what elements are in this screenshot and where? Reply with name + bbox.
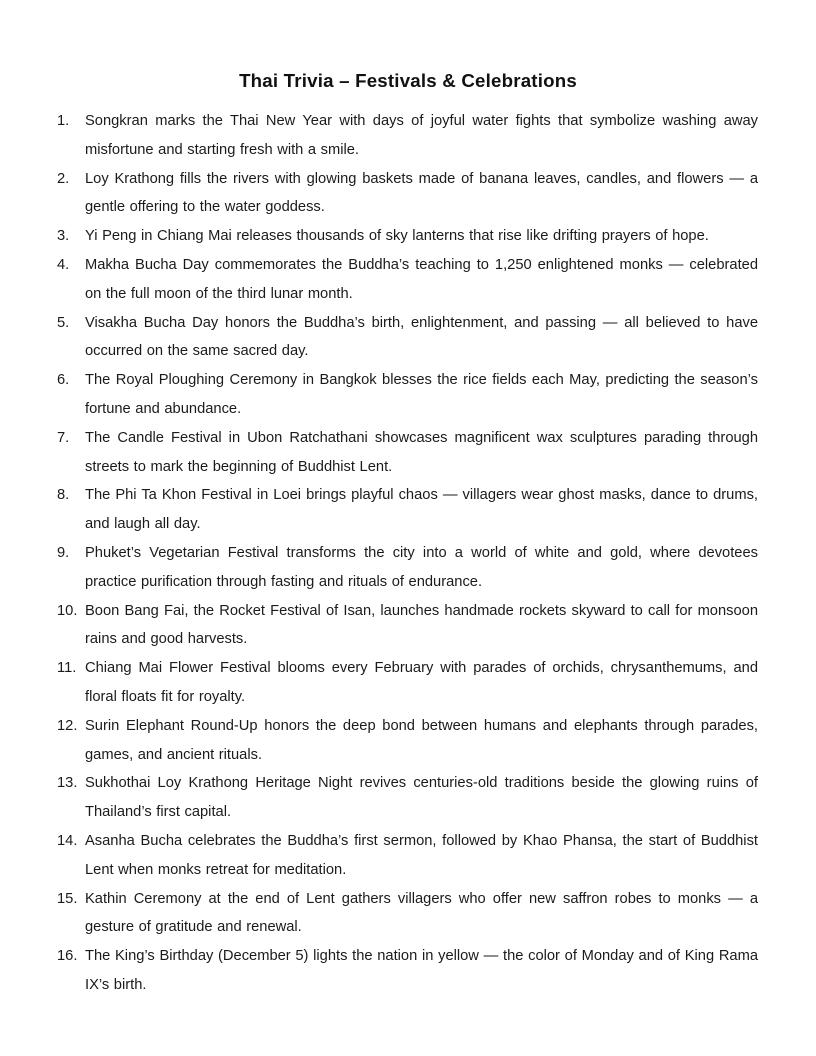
list-item	[57, 107, 758, 165]
list-item-number: 10.	[57, 602, 78, 619]
list-item	[57, 942, 758, 1000]
list-item	[57, 424, 758, 482]
list-item	[57, 366, 758, 424]
list-item-text: Visakha Bucha Day honors the Buddha’s birth, enlightenment, and passing — all believed to have occurred on the same sacred day.	[85, 314, 758, 360]
document-title: Thai Trivia – Festivals & Celebrations	[239, 70, 577, 91]
list-item-text: Chiang Mai Flower Festival blooms every February with parades of orchids, chrysanthemums, and floral floats fit for royalty.	[85, 660, 758, 705]
list-item-number: 5.	[57, 314, 70, 331]
list-item	[57, 712, 758, 770]
list-item	[57, 597, 758, 655]
list-item	[57, 885, 758, 943]
list-item-number: 15.	[57, 890, 78, 907]
list-item-number: 1.	[57, 113, 70, 129]
list-item-text: Boon Bang Fai, the Rocket Festival of Isan, launches handmade rockets skyward to call for monsoon rains and good harvests.	[85, 602, 758, 648]
list-item-number: 8.	[57, 487, 70, 504]
list-item-number: 9.	[57, 544, 70, 561]
list-item	[57, 827, 758, 885]
list-item-text: Surin Elephant Round-Up honors the deep bond between humans and elephants through parades, games, and ancient rituals.	[85, 717, 758, 763]
list-item-number: 2.	[57, 170, 70, 187]
list-item	[57, 165, 758, 223]
trivia-list	[57, 107, 758, 1000]
list-item-number: 7.	[57, 429, 70, 446]
list-item-number: 16.	[57, 948, 78, 965]
list-item	[57, 309, 758, 367]
list-item	[57, 222, 758, 251]
list-item	[57, 654, 758, 712]
list-item-text: The Candle Festival in Ubon Ratchathani showcases magnificent wax sculptures parading through streets to mark the beginning of Buddhist Lent.	[85, 429, 758, 475]
list-item-text: Sukhothai Loy Krathong Heritage Night revives centuries-old traditions beside the glowing ruins of Thailand’s first capital.	[85, 775, 758, 821]
list-item-text: Asanha Bucha celebrates the Buddha’s first sermon, followed by Khao Phansa, the start of Buddhist Lent when monks retreat for meditation.	[85, 832, 758, 878]
list-item	[57, 481, 758, 539]
list-item-text: Yi Peng in Chiang Mai releases thousands of sky lanterns that rise like drifting prayers of hope.	[85, 228, 709, 245]
list-item-text: Songkran marks the Thai New Year with days of joyful water fights that symbolize washing away misfortune and starting fresh with a smile.	[85, 113, 758, 158]
list-item-text: Kathin Ceremony at the end of Lent gathers villagers who offer new saffron robes to monks — a gesture of gratitude and renewal.	[85, 890, 758, 936]
list-item-text: Phuket’s Vegetarian Festival transforms the city into a world of white and gold, where devotees practice purification through fasting and rituals of endurance.	[85, 544, 758, 590]
list-item-text: The King’s Birthday (December 5) lights the nation in yellow — the color of Monday and of King Rama IX’s birth.	[85, 948, 758, 993]
list-item	[57, 251, 758, 309]
list-item-number: 4.	[57, 256, 70, 273]
list-item-number: 14.	[57, 832, 78, 849]
list-item-text: Makha Bucha Day commemorates the Buddha’s teaching to 1,250 enlightened monks — celebrated on the full moon of the third lunar month.	[85, 256, 758, 302]
list-item-text: The Royal Ploughing Ceremony in Bangkok blesses the rice fields each May, predicting the season’s fortune and abundance.	[85, 372, 758, 417]
list-item-text: The Phi Ta Khon Festival in Loei brings playful chaos — villagers wear ghost masks, dance to drums, and laugh all day.	[85, 487, 758, 533]
list-item-text: Loy Krathong fills the rivers with glowing baskets made of banana leaves, candles, and flowers — a gentle offering to the water goddess.	[85, 170, 758, 216]
list-item	[57, 539, 758, 597]
list-item-number: 12.	[57, 717, 78, 734]
list-item	[57, 769, 758, 827]
list-item-number: 13.	[57, 775, 78, 792]
list-item-number: 6.	[57, 372, 70, 389]
list-item-number: 11.	[57, 660, 77, 677]
list-item-number: 3.	[57, 228, 70, 245]
